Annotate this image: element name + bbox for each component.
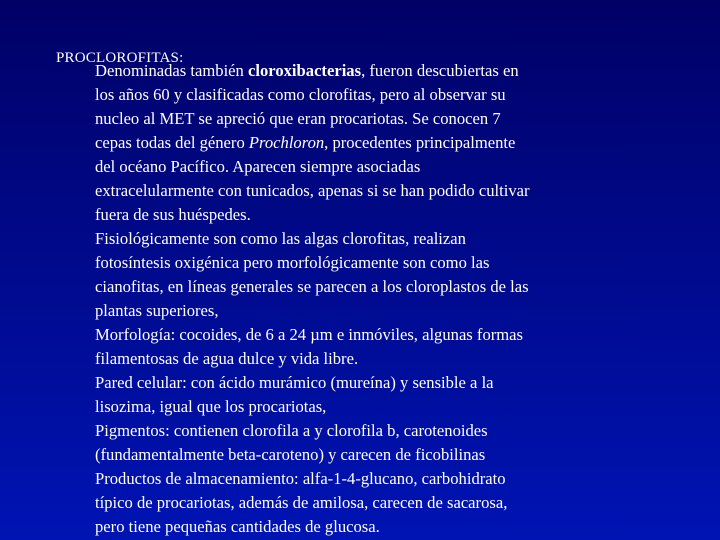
morphology-line: Morfología: cocoides, de 6 a 24 µm e inmóviles, algunas formas bbox=[95, 325, 523, 344]
body-line: fuera de sus huéspedes. bbox=[95, 205, 251, 224]
morphology-line: filamentosas de agua dulce y vida libre. bbox=[95, 349, 359, 368]
physiology-line: cianofitas, en líneas generales se parecen a los cloroplastos de las bbox=[95, 277, 529, 296]
slide-body bbox=[95, 59, 635, 539]
genus-suffix: , procedentes principalmente bbox=[324, 133, 516, 152]
storage-line: Productos de almacenamiento: alfa-1-4-glucano, carbohidrato bbox=[95, 469, 506, 488]
term-cloroxibacterias: cloroxibacterias bbox=[248, 61, 362, 80]
cell-wall-line: lisozima, igual que los procariotas, bbox=[95, 397, 327, 416]
storage-line: pero tiene pequeñas cantidades de glucosa. bbox=[95, 517, 380, 536]
intro-text: Denominadas también bbox=[95, 61, 248, 80]
body-line: nucleo al MET se apreció que eran procariotas. Se conocen 7 bbox=[95, 109, 501, 128]
pigments-line: Pigmentos: contienen clorofila a y clorofila b, carotenoides bbox=[95, 421, 488, 440]
slide-heading: PROCLOROFITAS: bbox=[56, 50, 184, 66]
physiology-line: fotosíntesis oxigénica pero morfológicamente son como las bbox=[95, 253, 490, 272]
body-line: los años 60 y clasificadas como clorofitas, pero al observar su bbox=[95, 85, 506, 104]
body-line bbox=[95, 59, 635, 83]
body-line: extracelularmente con tunicados, apenas si se han podido cultivar bbox=[95, 181, 530, 200]
pigments-line: (fundamentalmente beta-caroteno) y carecen de ficobilinas bbox=[95, 445, 486, 464]
physiology-line: plantas superiores, bbox=[95, 301, 219, 320]
genus-prochloron: Prochloron bbox=[248, 133, 325, 152]
body-line: del océano Pacífico. Aparecen siempre asociadas bbox=[95, 157, 421, 176]
physiology-line: Fisiológicamente son como las algas clorofitas, realizan bbox=[95, 229, 466, 248]
intro-continuation: , fueron descubiertas en bbox=[361, 61, 519, 80]
storage-line: típico de procariotas, además de amilosa, carecen de sacarosa, bbox=[95, 493, 508, 512]
body-line bbox=[95, 131, 635, 155]
genus-prefix: cepas todas del género bbox=[95, 133, 249, 152]
cell-wall-line: Pared celular: con ácido murámico (mureína) y sensible a la bbox=[95, 373, 494, 392]
